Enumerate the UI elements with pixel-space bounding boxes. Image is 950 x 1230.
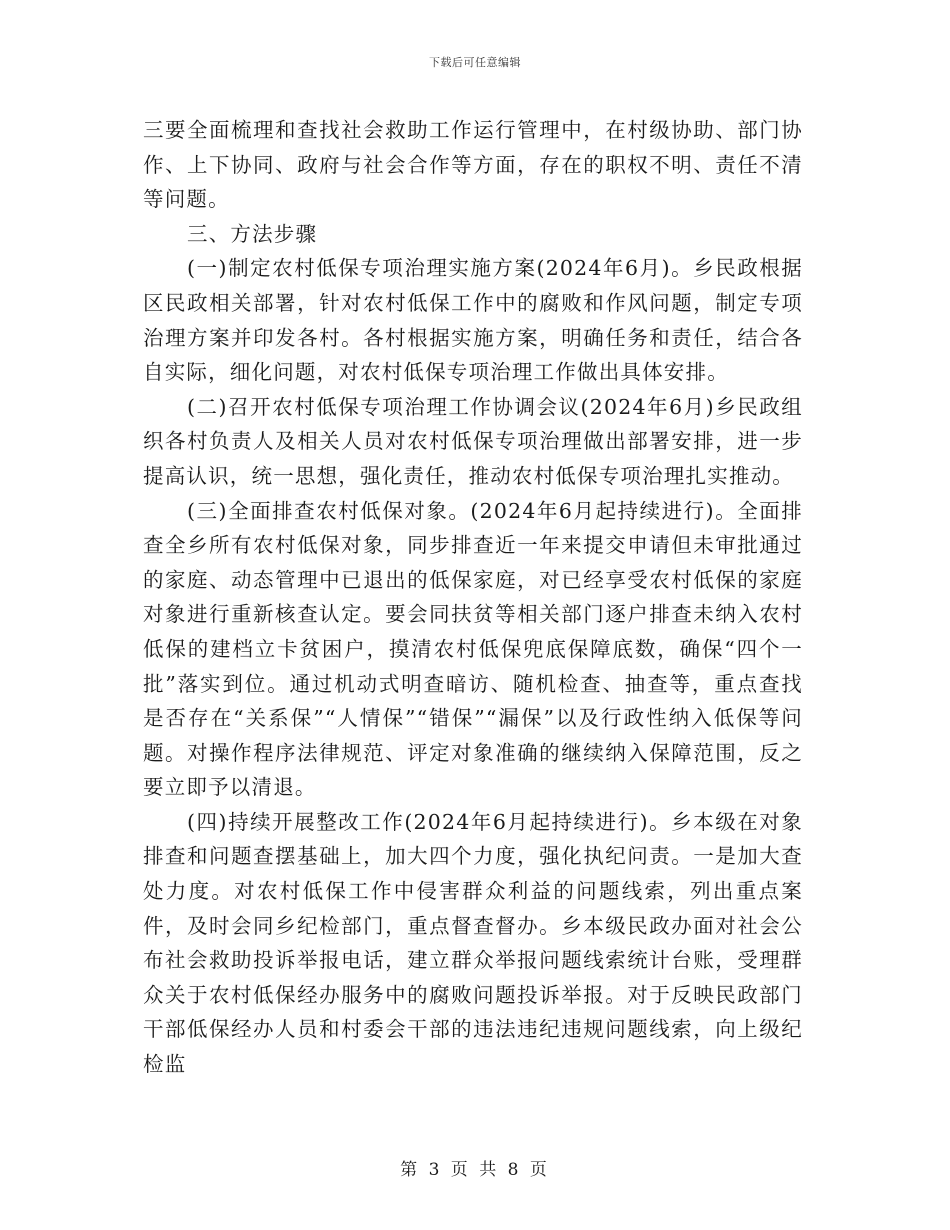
page-header: 下载后可任意编辑 bbox=[429, 56, 521, 69]
document-body bbox=[143, 113, 803, 1082]
paragraph-step-4: (四)持续开展整改工作(2024年6月起持续进行)。乡本级在对象排查和问题查摆基础上，加大四个力度，强化执纪问责。一是加大查处力度。对农村低保工作中侵害群众利益的问题线索，列出重点案件，及时会同乡纪检部门，重点督查督办。乡本级民政办面对社会公布社会救助投诉举报电话，建立群众举报问题线索统计台账，受理群众关于农村低保经办服务中的腐败问题投诉举报。对于反映民政部门干部低保经办人员和村委会干部的违法违纪违规问题线索，向上级纪检监 bbox=[143, 809, 803, 1077]
page-number: 第 3 页 共 8 页 bbox=[400, 1160, 550, 1180]
paragraph-1: 三要全面梳理和查找社会救助工作运行管理中，在村级协助、部门协作、上下协同、政府与社会合作等方面，存在的职权不明、责任不清等问题。 bbox=[143, 118, 803, 212]
paragraph-step-1: (一)制定农村低保专项治理实施方案(2024年6月)。乡民政根据区民政相关部署，针对农村低保工作中的腐败和作风问题，制定专项治理方案并印发各村。各村根据实施方案，明确任务和责任，结合各自实际，细化问题，对农村低保专项治理工作做出具体安排。 bbox=[143, 256, 803, 385]
paragraph-step-3: (三)全面排查农村低保对象。(2024年6月起持续进行)。全面排查全乡所有农村低保对象，同步排查近一年来提交申请但未审批通过的家庭、动态管理中已退出的低保家庭，对已经享受农村低保的家庭对象进行重新核查认定。要会同扶贫等相关部门逐户排查未纳入农村低保的建档立卡贫困户，摸清农村低保兜底保障底数，确保“四个一批”落实到位。通过机动式明查暗访、随机检查、抽查等，重点查找是否存在“关系保”“人情保”“错保”“漏保”以及行政性纳入低保等问题。对操作程序法律规范、评定对象准确的继续纳入保障范围，反之要立即予以清退。 bbox=[143, 498, 803, 800]
paragraph-step-2: (二)召开农村低保专项治理工作协调会议(2024年6月)乡民政组织各村负责人及相关人员对农村低保专项治理做出部署安排，进一步提高认识，统一思想，强化责任，推动农村低保专项治理扎实推动。 bbox=[143, 394, 803, 488]
section-heading: 三、方法步骤 bbox=[187, 221, 318, 246]
